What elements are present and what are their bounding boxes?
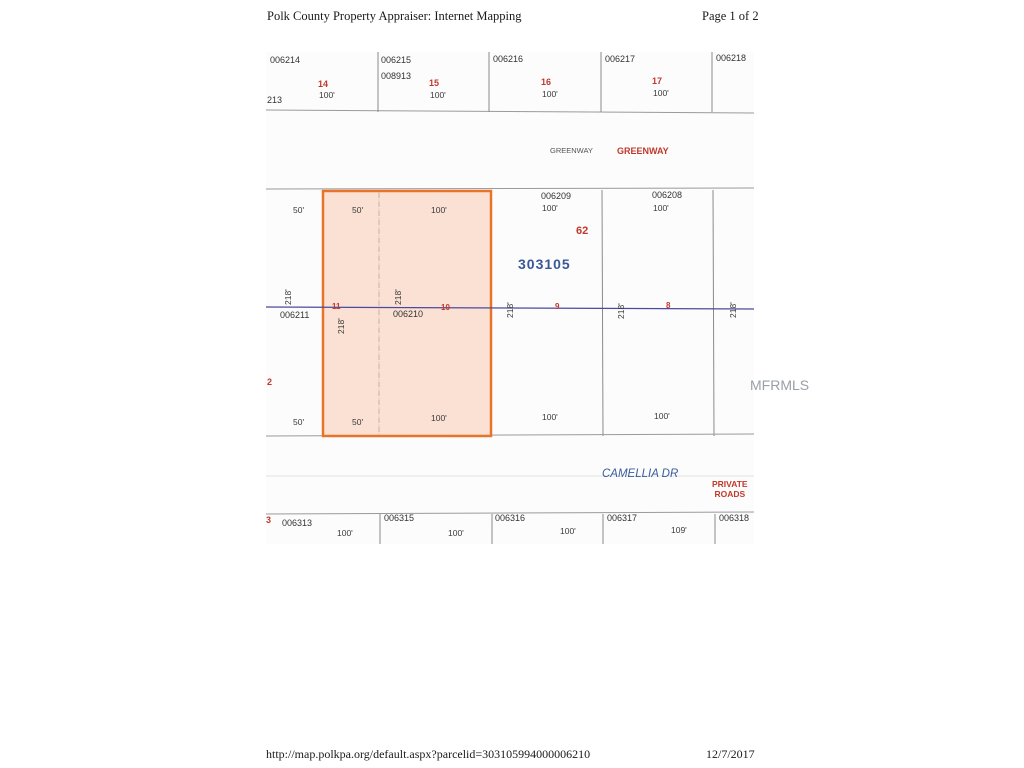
- parcel-partial: 213: [267, 95, 283, 105]
- parcel-number: 006209: [541, 191, 572, 201]
- lot-dimension: 100': [653, 203, 669, 213]
- street-name-camellia: CAMELLIA DR: [602, 468, 679, 480]
- parcel-number: 006313: [282, 518, 313, 528]
- parcel-number: 006214: [270, 55, 301, 65]
- lot-dimension: 100': [653, 88, 669, 98]
- lot-number: 10: [441, 303, 450, 312]
- lot-number: 16: [541, 77, 552, 87]
- parcel-number: 006208: [652, 190, 683, 200]
- lot-dimension: 50': [293, 205, 305, 215]
- street-name-greenway: GREENWAY: [617, 146, 669, 156]
- header-title: Polk County Property Appraiser: Internet Mapping: [267, 9, 522, 23]
- footer-url[interactable]: http://map.polkpa.org/default.aspx?parcelid=303105994000006210: [266, 747, 591, 761]
- parcel-map[interactable]: [266, 52, 754, 544]
- lot-dimension: 50': [293, 417, 305, 427]
- lot-number-partial: 3: [266, 515, 272, 525]
- header-page-number: Page 1 of 2: [702, 9, 759, 23]
- mfrmls-watermark: MFRMLS: [750, 377, 810, 393]
- depth-dimension: 218': [393, 289, 403, 305]
- parcel-number: 006210: [393, 309, 424, 319]
- parcel-number: 006318: [719, 513, 750, 523]
- lot-dimension: 100': [542, 412, 558, 422]
- parcel-number: 006211: [280, 310, 310, 320]
- lot-dimension: 100': [430, 90, 446, 100]
- lot-dimension: 100': [542, 89, 558, 99]
- footer-date: 12/7/2017: [706, 747, 755, 761]
- lot-dimension: 100': [431, 205, 447, 215]
- lot-number: 8: [666, 301, 671, 310]
- lot-number: 11: [332, 302, 341, 311]
- parcel-number: 006216: [493, 54, 524, 64]
- depth-dimension: 218': [336, 318, 346, 334]
- depth-dimension: 218': [505, 302, 515, 318]
- lot-dimension: 100': [319, 90, 335, 100]
- depth-dimension: 218': [283, 289, 293, 305]
- private-roads-line1: PRIVATE: [712, 479, 748, 489]
- lot-dimension: 100': [448, 528, 464, 538]
- lot-number: 9: [555, 302, 560, 311]
- lot-dimension: 109': [671, 525, 687, 535]
- depth-dimension: 218': [728, 302, 738, 318]
- lot-number: 14: [318, 79, 329, 89]
- parcel-number: 008913: [381, 71, 412, 81]
- lot-dimension: 100': [431, 413, 447, 423]
- lot-dimension: 100': [542, 203, 558, 213]
- block-number: 62: [576, 225, 589, 237]
- depth-dimension: 218': [616, 303, 626, 319]
- parcel-number: 006217: [605, 54, 636, 64]
- parcel-number: 006315: [384, 513, 415, 523]
- lot-dimension: 50': [352, 417, 364, 427]
- lot-dimension: 50': [352, 205, 364, 215]
- street-name-greenway-small: GREENWAY: [550, 146, 593, 155]
- parcel-number: 006316: [495, 513, 526, 523]
- private-roads-label: [712, 479, 748, 499]
- private-roads-line2: ROADS: [714, 489, 746, 499]
- lot-dimension: 100': [654, 411, 670, 421]
- parcel-number: 006215: [381, 55, 412, 65]
- lot-number: 15: [429, 78, 440, 88]
- map-lines: [266, 52, 754, 544]
- parcel-number: 006218: [716, 53, 747, 63]
- lot-number: 17: [652, 76, 663, 86]
- lot-number: 2: [267, 377, 273, 387]
- lot-dimension: 100': [560, 526, 576, 536]
- section-number: 303105: [518, 256, 571, 272]
- parcel-number: 006317: [607, 513, 638, 523]
- lot-dimension: 100': [337, 528, 353, 538]
